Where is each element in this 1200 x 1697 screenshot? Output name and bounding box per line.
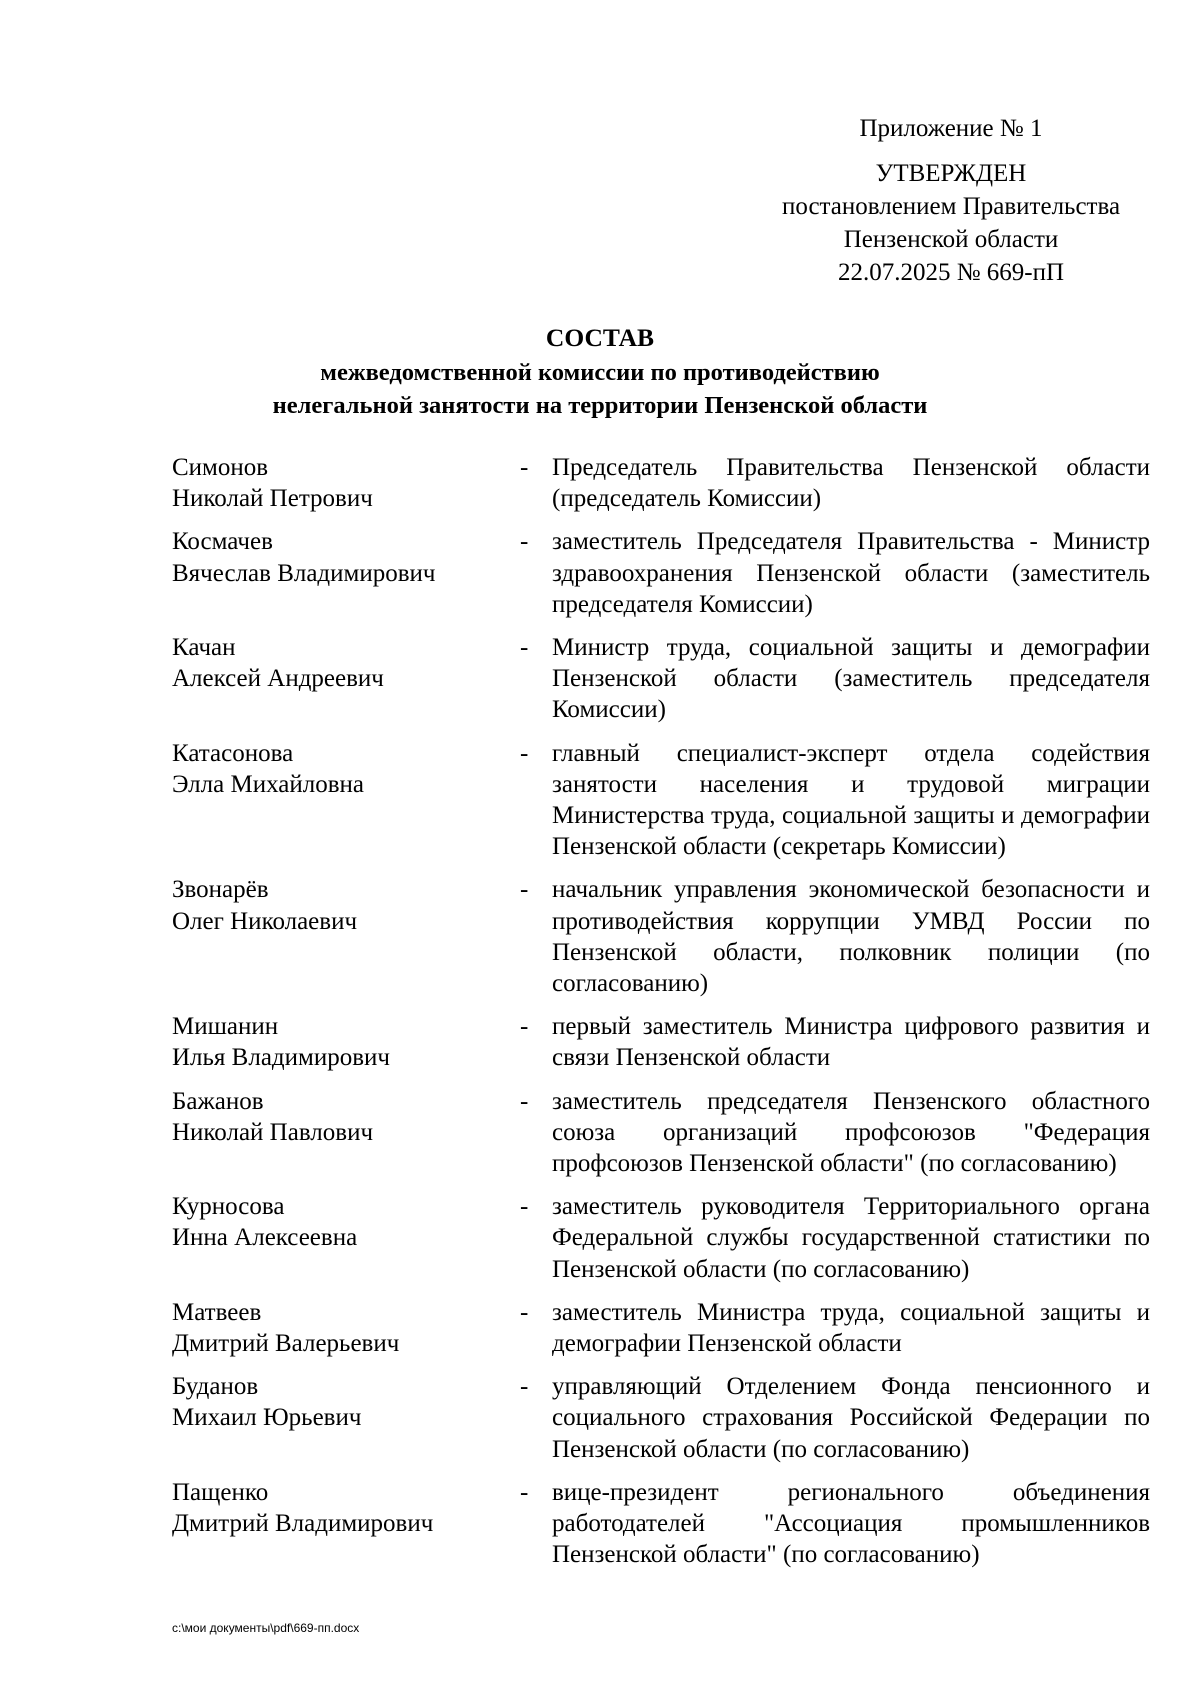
member-surname: Качан — [172, 634, 236, 662]
member-name — [172, 1011, 520, 1073]
member-surname: Курносова — [172, 1193, 285, 1221]
member-row — [172, 874, 1151, 999]
member-name — [172, 1297, 520, 1359]
appendix-number: Приложение № 1 — [859, 115, 1043, 142]
member-surname: Пащенко — [172, 1478, 269, 1506]
member-dash: - — [520, 634, 529, 662]
member-row — [172, 1371, 1151, 1465]
approval-block — [762, 112, 1140, 289]
member-surname: Буданов — [172, 1373, 259, 1401]
member-given-names: Илья Владимирович — [172, 1044, 390, 1072]
member-dash: - — [520, 1087, 529, 1115]
member-name — [172, 874, 520, 936]
member-surname: Мишанин — [172, 1013, 279, 1041]
member-row — [172, 452, 1151, 514]
member-row — [172, 1297, 1151, 1359]
member-surname: Космачев — [172, 528, 273, 556]
member-given-names: Вячеслав Владимирович — [172, 559, 436, 587]
member-role: вице-президент регионального объединения работодателей "Ассоциация промышленников Пензенской области" (по согласованию) — [552, 1478, 1150, 1569]
member-surname: Звонарёв — [172, 876, 269, 904]
member-name — [172, 1371, 520, 1433]
member-dash: - — [520, 1013, 529, 1041]
member-role: первый заместитель Министра цифрового развития и связи Пензенской области — [552, 1013, 1150, 1072]
member-given-names: Николай Петрович — [172, 485, 373, 513]
approval-line-2: Пензенской области — [843, 226, 1059, 253]
member-given-names: Михаил Юрьевич — [172, 1404, 362, 1432]
member-name — [172, 1477, 520, 1539]
member-row — [172, 1086, 1151, 1180]
member-row — [172, 738, 1151, 863]
member-role: главный специалист-эксперт отдела содействия занятости населения и трудовой миграции Министерства труда, социальной защиты и демографии Пензенской области (секретарь Комиссии) — [552, 739, 1150, 861]
member-given-names: Олег Николаевич — [172, 907, 358, 935]
member-row — [172, 632, 1151, 726]
member-row — [172, 526, 1151, 620]
member-row — [172, 1011, 1151, 1073]
member-dash: - — [520, 1478, 529, 1506]
member-given-names: Дмитрий Валерьевич — [172, 1330, 400, 1358]
member-role: заместитель руководителя Территориального органа Федеральной службы государственной статистики по Пензенской области (по согласованию) — [552, 1193, 1150, 1283]
member-role: управляющий Отделением Фонда пенсионного и социального страхования Российской Федерации по Пензенской области (по согласованию) — [552, 1373, 1150, 1463]
member-dash: - — [520, 1298, 529, 1326]
member-role: Председатель Правительства Пензенской области (председатель Комиссии) — [552, 454, 1150, 513]
member-name — [172, 1086, 520, 1148]
member-role: начальник управления экономической безопасности и противодействия коррупции УМВД России по Пензенской области, полковник полиции (по согласованию) — [552, 876, 1150, 998]
member-given-names: Инна Алексеевна — [172, 1224, 358, 1252]
member-row — [172, 1477, 1151, 1571]
member-name — [172, 1191, 520, 1253]
member-dash: - — [520, 528, 529, 556]
approval-date-number: 22.07.2025 № 669-пП — [837, 259, 1065, 286]
member-dash: - — [520, 876, 529, 904]
member-name — [172, 738, 520, 800]
member-surname: Бажанов — [172, 1087, 264, 1115]
member-row — [172, 1191, 1151, 1285]
member-surname: Матвеев — [172, 1298, 262, 1326]
member-dash: - — [520, 454, 529, 481]
approved-label: УТВЕРЖДЕН — [875, 160, 1027, 187]
member-dash: - — [520, 739, 529, 767]
members-list — [172, 452, 1151, 1583]
member-name — [172, 452, 520, 514]
member-name — [172, 632, 520, 694]
title-heading: СОСТАВ — [545, 323, 655, 352]
member-surname: Катасонова — [172, 739, 294, 767]
member-role: заместитель Председателя Правительства - Министр здравоохранения Пензенской области (заместитель председателя Комиссии) — [552, 528, 1150, 618]
approval-line-1: постановлением Правительства — [781, 193, 1121, 220]
member-given-names: Николай Павлович — [172, 1118, 374, 1146]
title-line-1: межведомственной комиссии по противодействию — [320, 359, 880, 386]
member-given-names: Дмитрий Владимирович — [172, 1510, 434, 1538]
member-name — [172, 526, 520, 588]
member-dash: - — [520, 1373, 529, 1401]
member-dash: - — [520, 1193, 529, 1221]
document-title — [160, 321, 1040, 422]
member-surname: Симонов — [172, 454, 269, 481]
member-role: заместитель Министра труда, социальной защиты и демографии Пензенской области — [552, 1298, 1150, 1358]
file-path-footer: c:\мои документы\pdf\669-пп.docx — [172, 1621, 360, 1635]
member-given-names: Алексей Андреевич — [172, 665, 384, 693]
member-role: заместитель председателя Пензенского областного союза организаций профсоюзов "Федерация профсоюзов Пензенской области" (по согласованию) — [552, 1087, 1150, 1178]
title-line-2: нелегальной занятости на территории Пензенской области — [272, 392, 928, 419]
member-given-names: Элла Михайловна — [172, 770, 364, 798]
member-role: Министр труда, социальной защиты и демографии Пензенской области (заместитель председателя Комиссии) — [552, 634, 1150, 724]
